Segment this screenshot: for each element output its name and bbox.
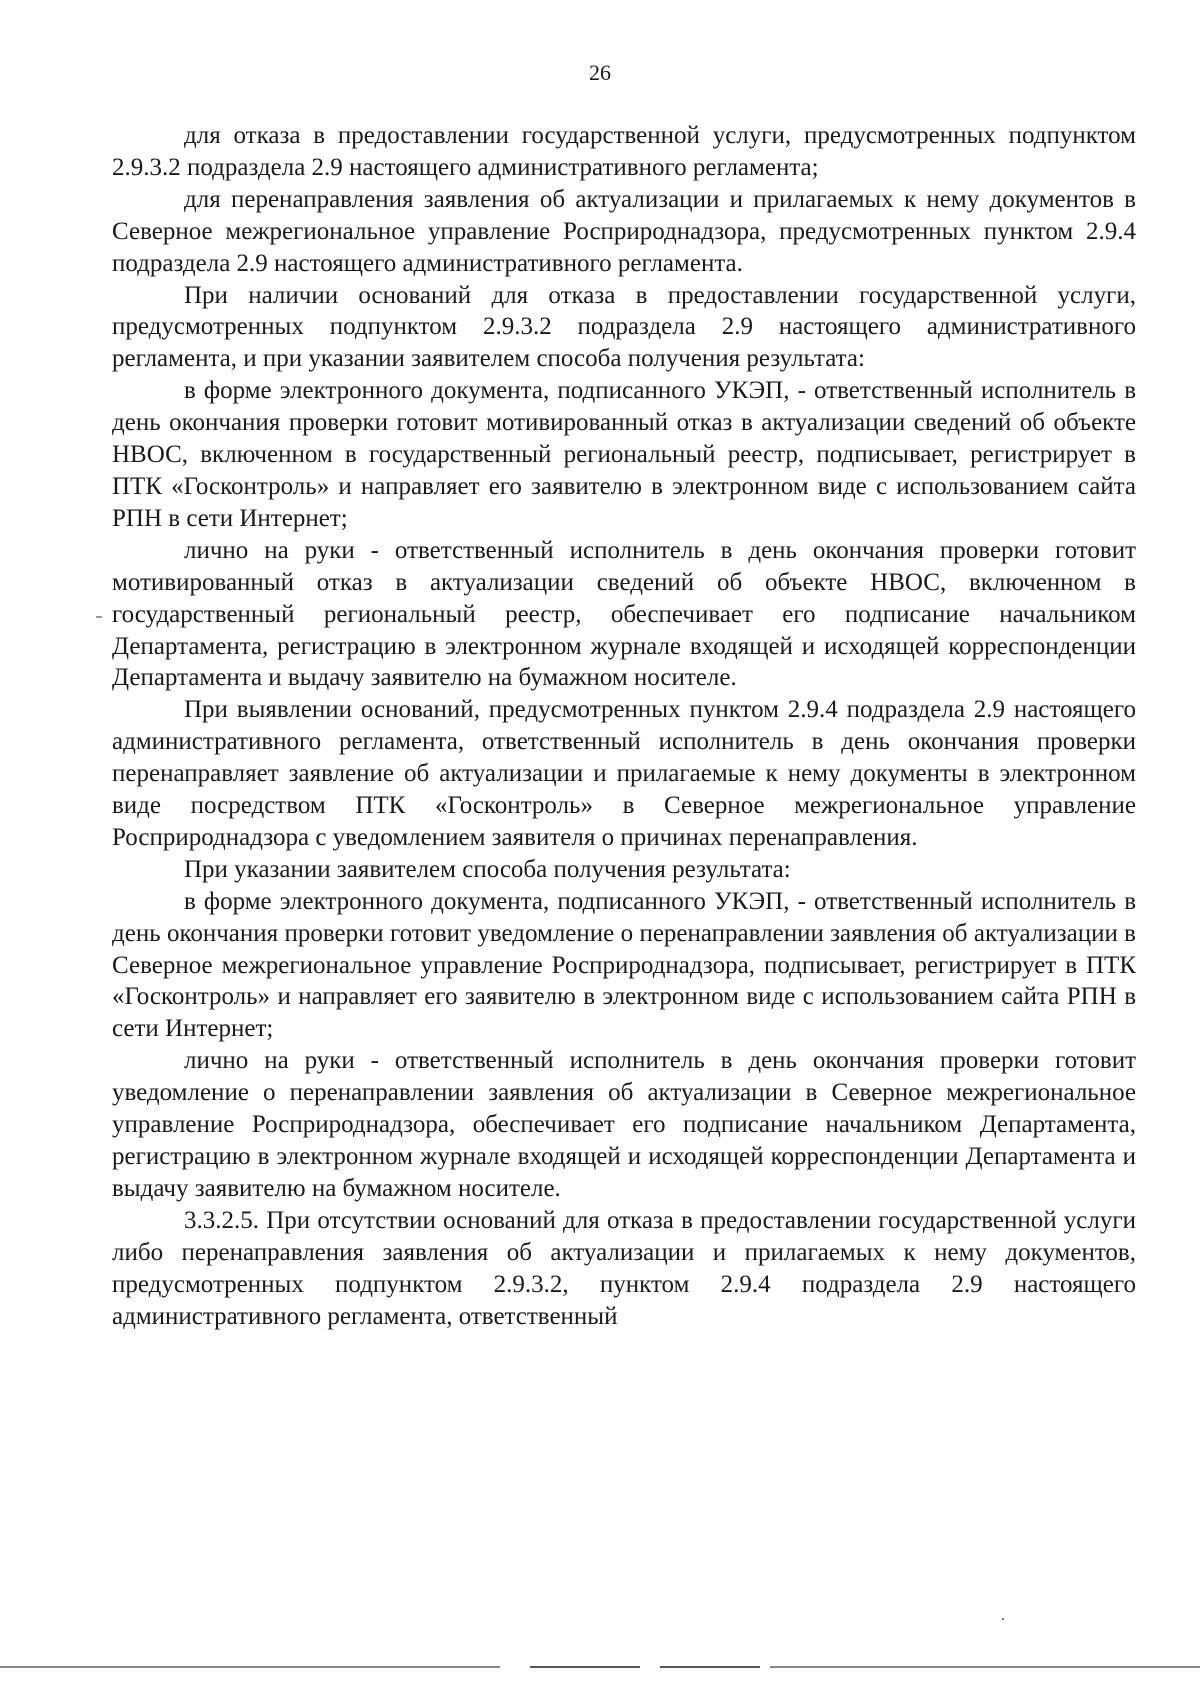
paragraph-section-3-3-2-5: 3.3.2.5. При отсутствии оснований для отказа в предоставлении государственной услуги либо перенаправления заявления об актуализации и прилагаемых к нему документов, предусмотренных подпунктом 2.9.3.2, пунктом 2.9.4 подраздела 2.9 настоящего административного регламента, ответственный [112,1206,1136,1330]
scan-artifact-dot [1002,1618,1004,1620]
paragraph-redirection: При выявлении оснований, предусмотренных пунктом 2.9.4 подраздела 2.9 настоящего административного регламента, ответственный исполнитель в день окончания проверки перенаправляет заявление об актуализации и прилагаемые к нему документы в электронном виде посредством ПТК «Госконтроль» в Северное межрегиональное управление Росприроднадзора с уведомлением заявителя о причинах перенаправления. [112,696,1136,851]
paragraph-redirection-grounds: для перенаправления заявления об актуализации и прилагаемых к нему документов в Северное межрегиональное управление Росприроднадзора, предусмотренных пунктом 2.9.4 подраздела 2.9 настоящего административного регламента. [112,185,1136,277]
paragraph-result-method: При указании заявителем способа получения результата: [184,855,791,883]
page-number: 26 [589,60,611,85]
scan-edge-line [0,1666,500,1668]
paragraph-electronic-refusal: в форме электронного документа, подписанного УКЭП, - ответственный исполнитель в день окончания проверки готовит мотивированный отказ в актуализации сведений об объекте НВОС, включенном в государственный региональный реестр, подписывает, регистрирует в ПТК «Госконтроль» и направляет его заявителю в электронном виде с использованием сайта РПН в сети Интернет; [112,377,1136,532]
scan-edge-line [660,1666,760,1668]
scan-edge-line [770,1666,1200,1668]
paragraph-refusal-result: При наличии оснований для отказа в предоставлении государственной услуги, предусмотренных подпунктом 2.9.3.2 подраздела 2.9 настоящего административного регламента, и при указании заявителем способа получения результата: [112,281,1136,373]
scan-artifact-mark [96,616,102,618]
scan-edge-line [530,1666,640,1668]
paragraph-electronic-notice: в форме электронного документа, подписанного УКЭП, - ответственный исполнитель в день окончания проверки готовит уведомление о перенаправлении заявления об актуализации в Северное межрегиональное управление Росприроднадзора, подписывает, регистрирует в ПТК «Госконтроль» и направляет его заявителю в электронном виде с использованием сайта РПН в сети Интернет; [112,887,1136,1043]
paragraph-personal-notice: лично на руки - ответственный исполнитель в день окончания проверки готовит уведомление о перенаправлении заявления об актуализации в Северное межрегиональное управление Росприроднадзора, обеспечивает его подписание начальником Департамента, регистрацию в электронном журнале входящей и исходящей корреспонденции Департамента и выдачу заявителю на бумажном носителе. [112,1047,1136,1202]
paragraph-personal-refusal: лично на руки - ответственный исполнитель в день окончания проверки готовит мотивированный отказ в актуализации сведений об объекте НВОС, включенном в государственный региональный реестр, обеспечивает его подписание начальником Департамента, регистрацию в электронном журнале входящей и исходящей корреспонденции Департамента и выдачу заявителю на бумажном носителе. [112,536,1136,692]
document-body [112,120,1136,1332]
paragraph-refusal-grounds: для отказа в предоставлении государственной услуги, предусмотренных подпунктом 2.9.3.2 подраздела 2.9 настоящего административного регламента; [112,122,1136,181]
